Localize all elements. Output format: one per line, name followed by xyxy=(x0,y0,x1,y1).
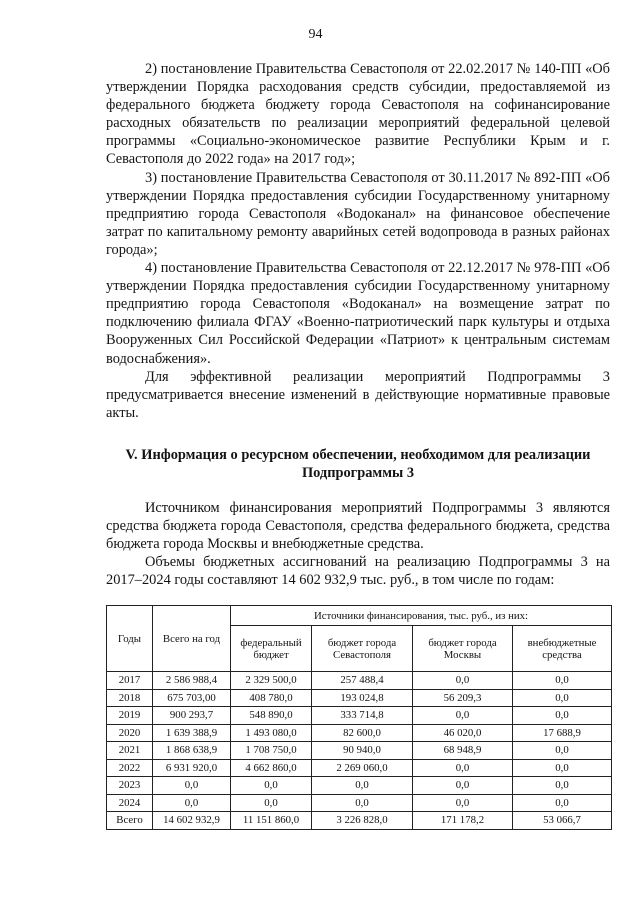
table-cell-value: 0,0 xyxy=(312,794,413,812)
table-body xyxy=(107,672,612,830)
table-cell-value: 2 269 060,0 xyxy=(312,759,413,777)
table-row xyxy=(107,672,612,690)
document-body xyxy=(106,60,610,422)
table-cell-value: 0,0 xyxy=(513,742,612,760)
table-cell-value: 0,0 xyxy=(513,759,612,777)
table-cell-value: 0,0 xyxy=(513,707,612,725)
table-cell-year: 2018 xyxy=(107,689,153,707)
table-cell-year: 2020 xyxy=(107,724,153,742)
table-cell-value: 2 586 988,4 xyxy=(153,672,231,690)
table-cell-value: 1 708 750,0 xyxy=(231,742,312,760)
table-cell-value: 0,0 xyxy=(513,794,612,812)
table-cell-value: 408 780,0 xyxy=(231,689,312,707)
header-total: Всего на год xyxy=(153,606,231,672)
paragraph-resolution-892: 3) постановление Правительства Севастополя от 30.11.2017 № 892-ПП «Об утверждении Порядка предоставления субсидии Государственному унитарному предприятию города Севастополя «Водоканал» на финансовое обеспечение затрат по капитальному ремонту аварийных сетей водопровода в разных районах города»; xyxy=(106,169,610,258)
table-cell-value: 14 602 932,9 xyxy=(153,812,231,830)
table-cell-value: 900 293,7 xyxy=(153,707,231,725)
table-cell-year: 2024 xyxy=(107,794,153,812)
table-cell-value: 6 931 920,0 xyxy=(153,759,231,777)
funding-table xyxy=(106,605,612,830)
paragraph-resolution-140: 2) постановление Правительства Севастополя от 22.02.2017 № 140-ПП «Об утверждении Порядка расходования средств субсидии, предоставляемой из федерального бюджета бюджету города Севастополя на софинансирование расходных обязательств по реализации мероприятий федеральной целевой программы «Социально-экономическое развитие Республики Крым и г. Севастополя до 2022 года» на 2017 год»; xyxy=(106,61,610,168)
table-cell-year: 2017 xyxy=(107,672,153,690)
table-cell-value: 53 066,7 xyxy=(513,812,612,830)
table-cell-value: 1 868 638,9 xyxy=(153,742,231,760)
table-cell-value: 4 662 860,0 xyxy=(231,759,312,777)
table-cell-value: 0,0 xyxy=(413,794,513,812)
header-moscow-budget: бюджет города Москвы xyxy=(413,626,513,672)
page-number: 94 xyxy=(308,27,323,42)
table-cell-value: 68 948,9 xyxy=(413,742,513,760)
table-cell-year: 2023 xyxy=(107,777,153,795)
table-row xyxy=(107,812,612,830)
header-sevastopol-budget: бюджет города Севастополя xyxy=(312,626,413,672)
table-cell-value: 0,0 xyxy=(153,794,231,812)
header-extrabudgetary: внебюджетные средства xyxy=(513,626,612,672)
table-cell-value: 11 151 860,0 xyxy=(231,812,312,830)
table-cell-value: 1 639 388,9 xyxy=(153,724,231,742)
table-cell-value: 2 329 500,0 xyxy=(231,672,312,690)
table-cell-year: Всего xyxy=(107,812,153,830)
table-cell-value: 82 600,0 xyxy=(312,724,413,742)
table-cell-value: 17 688,9 xyxy=(513,724,612,742)
table-cell-value: 0,0 xyxy=(513,672,612,690)
header-federal-budget: федеральный бюджет xyxy=(231,626,312,672)
table-cell-value: 0,0 xyxy=(231,794,312,812)
table-row xyxy=(107,777,612,795)
table-cell-value: 0,0 xyxy=(413,672,513,690)
table-row xyxy=(107,707,612,725)
table-cell-value: 90 940,0 xyxy=(312,742,413,760)
table-cell-value: 0,0 xyxy=(231,777,312,795)
table-cell-value: 46 020,0 xyxy=(413,724,513,742)
table-cell-value: 0,0 xyxy=(413,707,513,725)
table-cell-value: 548 890,0 xyxy=(231,707,312,725)
table-row xyxy=(107,689,612,707)
header-financing-sources: Источники финансирования, тыс. руб., из них: xyxy=(231,606,612,626)
table-cell-value: 257 488,4 xyxy=(312,672,413,690)
paragraph-budget-volume: Объемы бюджетных ассигнований на реализацию Подпрограммы 3 на 2017–2024 годы составляют 14 602 932,9 тыс. руб., в том числе по годам: xyxy=(106,554,610,589)
table-cell-year: 2022 xyxy=(107,759,153,777)
table-row xyxy=(107,724,612,742)
table-row xyxy=(107,759,612,777)
table-row xyxy=(107,742,612,760)
paragraph-funding-sources: Источником финансирования мероприятий Подпрограммы 3 являются средства бюджета города Севастополя, средства федерального бюджета, средства бюджета города Москвы и внебюджетные средства. xyxy=(106,500,610,553)
section-title: V. Информация о ресурсном обеспечении, необходимом для реализации Подпрограммы 3 xyxy=(125,447,591,482)
table-cell-value: 675 703,00 xyxy=(153,689,231,707)
paragraph-normative-acts: Для эффективной реализации мероприятий Подпрограммы 3 предусматривается внесение изменений в действующие нормативные правовые акты. xyxy=(106,368,610,421)
table-cell-year: 2019 xyxy=(107,707,153,725)
table-cell-value: 333 714,8 xyxy=(312,707,413,725)
table-row xyxy=(107,794,612,812)
table-cell-value: 1 493 080,0 xyxy=(231,724,312,742)
table-cell-value: 56 209,3 xyxy=(413,689,513,707)
table-cell-value: 0,0 xyxy=(513,777,612,795)
paragraph-resolution-978: 4) постановление Правительства Севастополя от 22.12.2017 № 978-ПП «Об утверждении Порядка предоставления субсидии Государственному унитарному предприятию города Севастополя «Водоканал» на возмещение затрат по подключению филиала ФГАУ «Военно-патриотический парк культуры и отдыха Вооруженных Сил Российской Федерации «Патриот» к центральным системам водоснабжения». xyxy=(106,260,610,367)
table-cell-value: 193 024,8 xyxy=(312,689,413,707)
table-cell-value: 0,0 xyxy=(153,777,231,795)
table-cell-year: 2021 xyxy=(107,742,153,760)
table-cell-value: 0,0 xyxy=(513,689,612,707)
table-cell-value: 171 178,2 xyxy=(413,812,513,830)
table-cell-value: 3 226 828,0 xyxy=(312,812,413,830)
table-cell-value: 0,0 xyxy=(312,777,413,795)
table-cell-value: 0,0 xyxy=(413,777,513,795)
header-years: Годы xyxy=(107,606,153,672)
resource-section-body xyxy=(106,499,610,589)
table-cell-value: 0,0 xyxy=(413,759,513,777)
